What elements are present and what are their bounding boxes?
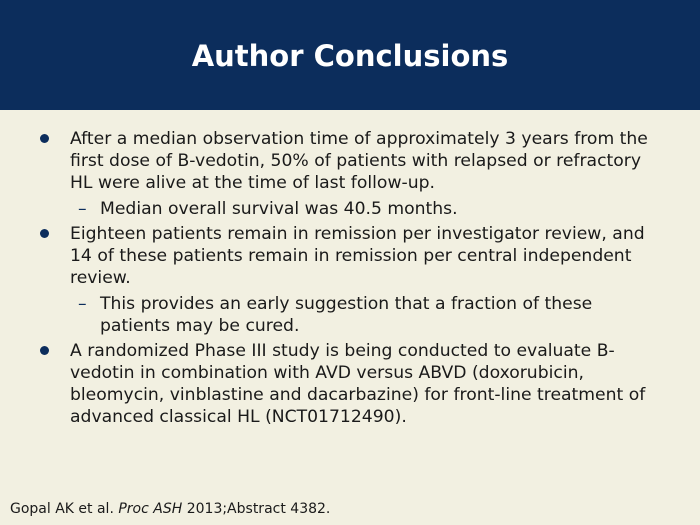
citation-journal: Proc ASH: [118, 501, 183, 517]
citation-authors: Gopal AK et al.: [10, 501, 119, 517]
bullet-item-1: [0, 128, 700, 194]
bullet-dot-icon: [40, 346, 49, 355]
sub-bullet-item-2: [0, 293, 700, 337]
bullet-dot-icon: [40, 134, 49, 143]
citation-details: 2013;Abstract 4382.: [182, 501, 331, 517]
sub-bullet-item-1: [0, 198, 700, 220]
bullet-text: After a median observation time of approximately 3 years from the first dose of B-vedotin, 50% of patients with relapsed or refractory HL were alive at the time of last follow-up.: [70, 129, 648, 193]
sub-bullet-text: Median overall survival was 40.5 months.: [100, 199, 458, 219]
slide-title: Author Conclusions: [191, 39, 509, 73]
title-bar: [0, 0, 700, 110]
citation-footer: [10, 501, 330, 517]
slide-content: [0, 128, 700, 432]
bullet-text: Eighteen patients remain in remission per investigator review, and 14 of these patients remain in remission per central independent review.: [70, 224, 645, 288]
sub-bullet-text: This provides an early suggestion that a fraction of these patients may be cured.: [100, 294, 593, 336]
bullet-item-3: [0, 340, 700, 428]
bullet-text: A randomized Phase III study is being conducted to evaluate B-vedotin in combination with AVD versus ABVD (doxorubicin, bleomycin, vinblastine and dacarbazine) for front-line treatment of advanced classical HL (NCT01712490).: [70, 341, 646, 427]
dash-icon: –: [78, 199, 87, 219]
dash-icon: –: [78, 294, 87, 314]
bullet-item-2: [0, 223, 700, 289]
bullet-dot-icon: [40, 229, 49, 238]
